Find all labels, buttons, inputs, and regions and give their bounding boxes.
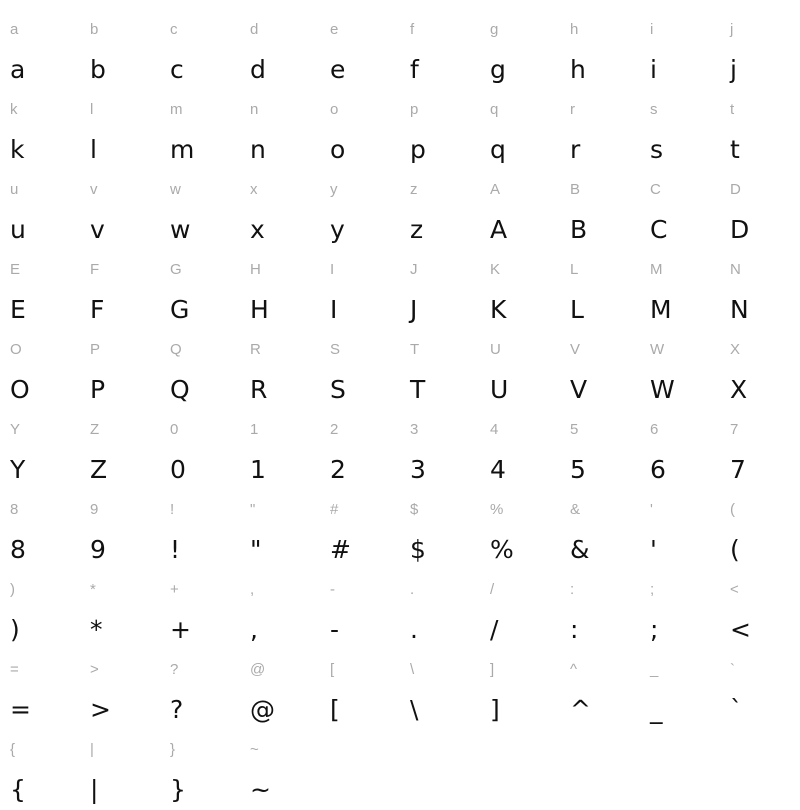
glyph-label: a (10, 21, 19, 38)
glyph-label (560, 730, 640, 770)
glyph-label: f (410, 21, 415, 38)
glyph-sample: L (570, 295, 585, 324)
glyph-label: P (90, 341, 101, 358)
glyph-label: Q (170, 341, 182, 358)
glyph-sample: r (570, 135, 581, 164)
glyph-label: - (330, 581, 335, 598)
glyph-sample: ) (10, 615, 21, 644)
glyph-label: r (570, 101, 575, 118)
glyph-sample-row (0, 610, 800, 650)
glyph-sample: S (330, 375, 347, 404)
glyph-sample: * (90, 615, 103, 644)
glyph-sample: M (650, 295, 673, 324)
glyph-label-row (0, 90, 800, 130)
glyph-label: 6 (650, 421, 659, 438)
glyph-sample-row (0, 530, 800, 570)
glyph-label: 4 (490, 421, 499, 438)
glyph-sample: D (730, 215, 750, 244)
glyph-label: Y (10, 421, 21, 438)
glyph-label: S (330, 341, 341, 358)
glyph-sample: q (490, 135, 507, 164)
glyph-label (640, 730, 720, 770)
glyph-sample (560, 770, 640, 810)
glyph-label: s (650, 101, 658, 118)
glyph-sample: ( (730, 535, 741, 564)
glyph-label: \ (410, 661, 415, 678)
glyph-label: F (90, 261, 100, 278)
glyph-sample: > (90, 695, 112, 724)
glyph-sample: s (650, 135, 664, 164)
glyph-sample: & (570, 535, 590, 564)
glyph-label: E (10, 261, 21, 278)
glyph-label: l (90, 101, 94, 118)
glyph-label: 8 (10, 501, 19, 518)
glyph-label: p (410, 101, 419, 118)
glyph-label: w (170, 181, 181, 198)
glyph-label: & (570, 501, 581, 518)
glyph-sample: G (170, 295, 190, 324)
glyph-sample: _ (650, 695, 663, 724)
glyph-sample: Z (90, 455, 108, 484)
glyph-sample-row (0, 210, 800, 250)
glyph-sample: ~ (250, 775, 272, 804)
glyph-sample: 0 (170, 455, 187, 484)
glyph-sample: " (250, 535, 262, 564)
glyph-label: J (410, 261, 418, 278)
glyph-sample (480, 770, 560, 810)
glyph-sample: K (490, 295, 507, 324)
glyph-sample: e (330, 55, 346, 84)
glyph-label (720, 730, 800, 770)
glyph-sample: 8 (10, 535, 27, 564)
glyph-label: c (170, 21, 178, 38)
glyph-sample: 2 (330, 455, 347, 484)
glyph-sample: 6 (650, 455, 667, 484)
glyph-sample: ' (650, 535, 658, 564)
glyph-sample: d (250, 55, 267, 84)
glyph-sample: V (570, 375, 588, 404)
glyph-label: ` (730, 661, 735, 678)
glyph-label: < (730, 581, 739, 598)
glyph-label: g (490, 21, 499, 38)
glyph-sample: R (250, 375, 268, 404)
glyph-sample: U (490, 375, 509, 404)
glyph-label: z (410, 181, 418, 198)
glyph-label: G (170, 261, 182, 278)
glyph-label: @ (250, 661, 266, 678)
glyph-label-row (0, 170, 800, 210)
glyph-label: 0 (170, 421, 179, 438)
glyph-label: x (250, 181, 258, 198)
glyph-sample: ? (170, 695, 184, 724)
glyph-label: , (250, 581, 255, 598)
glyph-label-row (0, 410, 800, 450)
glyph-sample: I (330, 295, 338, 324)
glyph-label: y (330, 181, 338, 198)
glyph-label (400, 730, 480, 770)
glyph-sample: | (90, 775, 99, 804)
glyph-sample-row (0, 290, 800, 330)
glyph-sample: i (650, 55, 658, 84)
glyph-label: 9 (90, 501, 99, 518)
glyph-label: I (330, 261, 335, 278)
glyph-sample-row (0, 130, 800, 170)
glyph-label: 5 (570, 421, 579, 438)
glyph-label: U (490, 341, 501, 358)
glyph-sample: [ (330, 695, 341, 724)
glyph-label: e (330, 21, 339, 38)
glyph-sample: . (410, 615, 419, 644)
glyph-label: K (490, 261, 501, 278)
glyph-sample: t (730, 135, 741, 164)
glyph-sample: + (170, 615, 192, 644)
glyph-sample: } (170, 775, 187, 804)
glyph-sample: < (730, 615, 752, 644)
glyph-label: + (170, 581, 179, 598)
glyph-label: = (10, 661, 19, 678)
glyph-sample: ] (490, 695, 501, 724)
glyph-label: W (650, 341, 665, 358)
glyph-label-row (0, 650, 800, 690)
glyph-sample: o (330, 135, 346, 164)
glyph-sample: - (330, 615, 340, 644)
glyph-sample: ; (650, 615, 659, 644)
glyph-label: b (90, 21, 99, 38)
glyph-label: u (10, 181, 19, 198)
glyph-label: T (410, 341, 420, 358)
glyph-sample: 1 (250, 455, 267, 484)
glyph-label: ] (490, 661, 495, 678)
glyph-sample: Y (10, 455, 26, 484)
glyph-label: 7 (730, 421, 739, 438)
glyph-sample: c (170, 55, 185, 84)
glyph-sample: A (490, 215, 508, 244)
glyph-label: h (570, 21, 579, 38)
glyph-sample-row (0, 50, 800, 90)
glyph-label: ) (10, 581, 15, 598)
glyph-sample: H (250, 295, 270, 324)
glyph-label: V (570, 341, 581, 358)
glyph-sample: W (650, 375, 676, 404)
glyph-label: q (490, 101, 499, 118)
glyph-sample: w (170, 215, 191, 244)
glyph-label: Z (90, 421, 100, 438)
glyph-label: : (570, 581, 575, 598)
glyph-label: H (250, 261, 261, 278)
glyph-label: / (490, 581, 495, 598)
glyph-label: _ (650, 661, 659, 678)
glyph-label: i (650, 21, 654, 38)
glyph-label-row (0, 250, 800, 290)
glyph-sample: h (570, 55, 587, 84)
glyph-label: } (170, 741, 176, 758)
glyph-sample: J (410, 295, 418, 324)
glyph-sample (640, 770, 720, 810)
glyph-sample: X (730, 375, 748, 404)
glyph-label: v (90, 181, 98, 198)
glyph-label: . (410, 581, 415, 598)
glyph-sample: F (90, 295, 105, 324)
glyph-sample: k (10, 135, 25, 164)
glyph-label-row (0, 330, 800, 370)
glyph-sample-row (0, 690, 800, 730)
glyph-sample: 9 (90, 535, 107, 564)
glyph-sample-row (0, 370, 800, 410)
glyph-sample: $ (410, 535, 427, 564)
glyph-sample: P (90, 375, 106, 404)
glyph-label: 1 (250, 421, 259, 438)
glyph-label: ( (730, 501, 735, 518)
glyph-sample: T (410, 375, 426, 404)
glyph-sample: : (570, 615, 579, 644)
glyph-sample: 5 (570, 455, 587, 484)
glyph-sample: 3 (410, 455, 427, 484)
glyph-label: B (570, 181, 581, 198)
glyph-sample-row (0, 770, 800, 810)
glyph-sample: j (730, 55, 738, 84)
glyph-label: * (90, 581, 96, 598)
glyph-label: d (250, 21, 259, 38)
glyph-sample: a (10, 55, 26, 84)
glyph-sample: y (330, 215, 346, 244)
glyph-sample: l (90, 135, 98, 164)
glyph-sample: @ (250, 695, 276, 724)
glyph-sample: ` (730, 695, 743, 724)
glyph-sample: O (10, 375, 31, 404)
glyph-label: { (10, 741, 16, 758)
glyph-label: [ (330, 661, 335, 678)
glyph-label: ! (170, 501, 175, 518)
glyph-label: m (170, 101, 183, 118)
glyph-sample (720, 770, 800, 810)
glyph-label: j (730, 21, 734, 38)
glyph-sample-row (0, 450, 800, 490)
glyph-label: D (730, 181, 741, 198)
glyph-sample: Q (170, 375, 191, 404)
glyph-sample: v (90, 215, 106, 244)
glyph-sample: # (330, 535, 352, 564)
glyph-label: > (90, 661, 99, 678)
glyph-sample: C (650, 215, 668, 244)
glyph-label: ~ (250, 741, 259, 758)
glyph-label: 2 (330, 421, 339, 438)
glyph-sample: n (250, 135, 267, 164)
glyph-label: t (730, 101, 735, 118)
glyph-label: X (730, 341, 741, 358)
glyph-label-row (0, 10, 800, 50)
glyph-label (320, 730, 400, 770)
glyph-sample: E (10, 295, 27, 324)
glyph-sample (320, 770, 400, 810)
glyph-sample: \ (410, 695, 419, 724)
glyph-label: N (730, 261, 741, 278)
glyph-sample: % (490, 535, 515, 564)
glyph-sample: u (10, 215, 27, 244)
glyph-label: $ (410, 501, 419, 518)
glyph-label: O (10, 341, 22, 358)
glyph-sample: 4 (490, 455, 507, 484)
glyph-sample: f (410, 55, 420, 84)
glyph-sample: ! (170, 535, 181, 564)
glyph-sample: , (250, 615, 259, 644)
glyph-label: ; (650, 581, 655, 598)
glyph-label: # (330, 501, 339, 518)
glyph-label: " (250, 501, 256, 518)
glyph-label-row (0, 570, 800, 610)
glyph-sample: g (490, 55, 507, 84)
glyph-sample: 7 (730, 455, 747, 484)
glyph-label-row (0, 490, 800, 530)
glyph-label: L (570, 261, 579, 278)
glyph-sample: p (410, 135, 427, 164)
glyph-sample: ^ (570, 695, 592, 724)
glyph-label: ? (170, 661, 179, 678)
glyph-label: o (330, 101, 339, 118)
glyph-label: R (250, 341, 261, 358)
glyph-sample: x (250, 215, 266, 244)
glyph-sample: m (170, 135, 195, 164)
glyph-label: n (250, 101, 259, 118)
glyph-label-row (0, 730, 800, 770)
glyph-sample: { (10, 775, 27, 804)
glyph-sample: = (10, 695, 32, 724)
glyph-label: ' (650, 501, 653, 518)
glyph-sample: b (90, 55, 107, 84)
glyph-sample: z (410, 215, 424, 244)
glyph-label: k (10, 101, 18, 118)
glyph-label: % (490, 501, 504, 518)
glyph-label (480, 730, 560, 770)
glyph-sample: N (730, 295, 750, 324)
glyph-label: C (650, 181, 661, 198)
glyph-label: 3 (410, 421, 419, 438)
glyph-label: | (90, 741, 94, 758)
glyph-label: M (650, 261, 663, 278)
glyph-sample: / (490, 615, 499, 644)
glyph-sample: B (570, 215, 588, 244)
glyph-label: A (490, 181, 501, 198)
glyph-sample (400, 770, 480, 810)
glyph-label: ^ (570, 661, 578, 678)
